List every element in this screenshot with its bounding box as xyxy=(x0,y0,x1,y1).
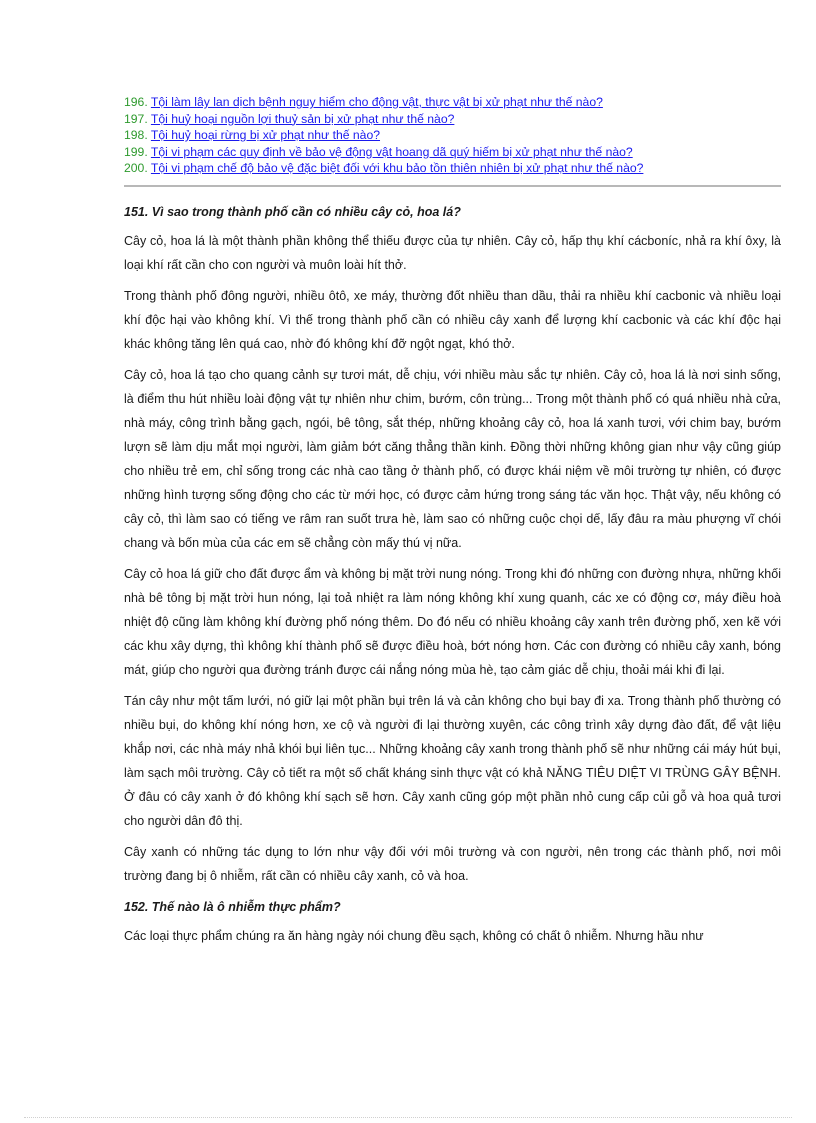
toc-number: 197. xyxy=(124,111,148,126)
section-heading: 152. Thế nào là ô nhiễm thực phẩm? xyxy=(124,899,341,914)
toc-link[interactable]: Tội huỷ hoại nguồn lợi thuỷ sản bị xử phạt như thế nào? xyxy=(150,111,455,126)
toc-item xyxy=(124,127,781,144)
document-page xyxy=(124,94,781,955)
paragraph: Cây cỏ, hoa lá là một thành phần không thể thiếu được của tự nhiên. Cây cỏ, hấp thụ khí cácboníc, nhả ra khí ôxy, là loại khí rất cần cho con người và muôn loài hít thở. xyxy=(124,233,781,272)
horizontal-divider xyxy=(124,185,781,187)
toc-item xyxy=(124,144,781,161)
toc-item xyxy=(124,111,781,128)
paragraph: Trong thành phố đông người, nhiều ôtô, xe máy, thường đốt nhiều than dầu, thải ra nhiều khí cacbonic và nhiều loại khí độc hại vào không khí. Vì thế trong thành phố cần có nhiều cây xanh để lượng khí cacbonic và các khí độc hại khác không tăng lên quá cao, nhờ đó không khí đỡ ngột ngạt, khó thở. xyxy=(124,288,781,351)
toc-number: 198. xyxy=(124,128,148,142)
toc-number: 199. xyxy=(124,144,148,159)
toc-number: 196. xyxy=(124,95,148,109)
article-body xyxy=(124,200,781,948)
toc-item xyxy=(124,160,781,177)
paragraph: Cây xanh có những tác dụng to lớn như vậy đối với môi trường và con người, nên trong các thành phố, nơi môi trường đang bị ô nhiễm, rất cần có nhiều cây xanh, cỏ và hoa. xyxy=(124,844,781,883)
toc-link[interactable]: Tội vi phạm các quy định về bảo vệ động vật hoang dã quý hiếm bị xử phạt như thế nào? xyxy=(150,144,633,159)
section-heading: 151. Vì sao trong thành phố cần có nhiều cây cỏ, hoa lá? xyxy=(124,204,461,219)
table-of-contents xyxy=(124,94,781,177)
paragraph: Các loại thực phẩm chúng ra ăn hàng ngày nói chung đều sạch, không có chất ô nhiễm. Nhưng hầu như xyxy=(124,928,704,943)
toc-link[interactable]: Tội huỷ hoại rừng bị xử phạt như thế nào? xyxy=(150,128,381,142)
paragraph: Cây cỏ hoa lá giữ cho đất được ẩm và không bị mặt trời nung nóng. Trong khi đó những con đường nhựa, những khối nhà bê tông bị mặt trời hun nóng, lại toả nhiệt ra làm nóng không khí xung quanh, các xe có động cơ, máy điều hoà nhiệt độ cũng làm không khí đường phố nóng thêm. Do đó nếu có nhiều khoảng cây xanh trên đường phố, xen kẽ với các khu xây dựng, thì không khí thành phố sẽ được điều hoà, bớt nóng hơn. Các con đường có nhiều cây xanh, bóng mát, giúp cho người qua đường tránh được cái nắng nóng mùa hè, tạo cảm giác dễ chịu, thoải mái khi đi lại. xyxy=(124,566,781,677)
toc-number: 200. xyxy=(124,161,148,175)
paragraph: Cây cỏ, hoa lá tạo cho quang cảnh sự tươi mát, dễ chịu, với nhiều màu sắc tự nhiên. Cây cỏ, hoa lá là nơi sinh sống, là điểm thu hút nhiều loài động vật tự nhiên như chim, bướm, côn trùng... Trong một thành phố có quá nhiều nhà cửa, nhà máy, công trình bằng gạch, ngói, bê tông, sắt thép, những khoảng cây cỏ, hoa lá xanh tươi, với chim bay, bướm lượn sẽ làm dịu mắt mọi người, làm giảm bớt căng thẳng thần kinh. Đồng thời những không gian như vậy cũng giúp cho nhiều trẻ em, chỉ sống trong các nhà cao tầng ở thành phố, có được khái niệm về môi trường tự nhiên, có được những hình tượng sống động cho các từ mới học, có được cảm hứng trong sáng tác văn học. Thật vậy, nếu không có cây cỏ, thì làm sao có tiếng ve râm ran suốt trưa hè, làm sao có những cuộc chọi dế, lấy đâu ra màu phượng vĩ chói chang và bốn mùa của các em sẽ chẳng còn mấy thú vị nữa. xyxy=(124,367,781,550)
page-bottom-border xyxy=(24,1117,792,1118)
paragraph: Tán cây như một tấm lưới, nó giữ lại một phần bụi trên lá và cản không cho bụi bay đi xa. Trong thành phố thường có nhiều bụi, do không khí nóng hơn, xe cộ và người đi lại thường xuyên, các công trình xây dựng đào đất, để vật liệu khắp nơi, các nhà máy nhả khói bụi liên tục... Những khoảng cây xanh trong thành phố sẽ như những cái máy hút bụi, làm sạch môi trường. Cây cỏ tiết ra một số chất kháng sinh thực vật có khả NĂNG TIÊU DIỆT VI TRÙNG GÂY BỆNH. Ở đâu có cây xanh ở đó không khí sạch sẽ hơn. Cây xanh cũng góp một phần nhỏ cung cấp củi gỗ và hoa quả tươi cho người dân đô thị. xyxy=(124,693,781,828)
toc-link[interactable]: Tội làm lây lan dịch bệnh nguy hiểm cho động vật, thực vật bị xử phạt như thế nào? xyxy=(150,95,603,109)
toc-link[interactable]: Tội vi phạm chế độ bảo vệ đặc biệt đối với khu bảo tồn thiên nhiên bị xử phạt như thế nào? xyxy=(150,161,644,175)
toc-item xyxy=(124,94,781,111)
